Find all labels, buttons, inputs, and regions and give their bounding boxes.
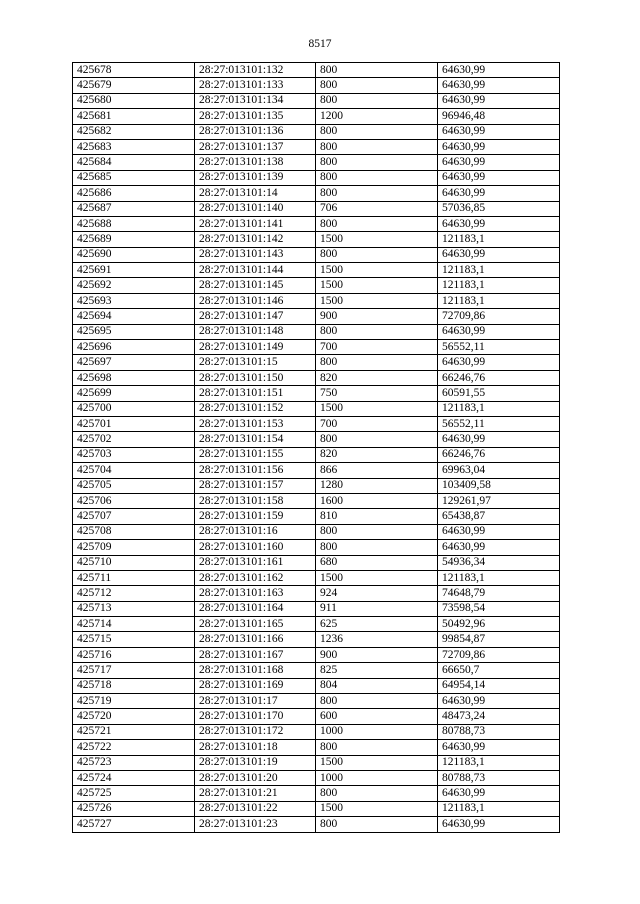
record-number-cell: 425679 [73,78,195,93]
area-cell: 825 [316,663,438,678]
table-row [73,786,560,801]
value-cell: 60591,55 [438,386,560,401]
area-cell: 911 [316,601,438,616]
cadastral-number-cell: 28:27:013101:141 [195,216,316,231]
record-number-cell: 425712 [73,586,195,601]
area-cell: 800 [316,124,438,139]
record-number-cell: 425684 [73,155,195,170]
area-cell: 866 [316,463,438,478]
area-cell: 800 [316,186,438,201]
cadastral-number-cell: 28:27:013101:152 [195,401,316,416]
table-row [73,324,560,339]
record-number-cell: 425695 [73,324,195,339]
area-cell: 800 [316,355,438,370]
cadastral-number-cell: 28:27:013101:157 [195,478,316,493]
value-cell: 54936,34 [438,555,560,570]
table-row [73,401,560,416]
table-row [73,201,560,216]
area-cell: 1200 [316,109,438,124]
cadastral-number-cell: 28:27:013101:17 [195,694,316,709]
cadastral-number-cell: 28:27:013101:19 [195,755,316,770]
record-number-cell: 425688 [73,216,195,231]
record-number-cell: 425687 [73,201,195,216]
record-number-cell: 425702 [73,432,195,447]
record-number-cell: 425727 [73,817,195,832]
area-cell: 800 [316,694,438,709]
value-cell: 72709,86 [438,309,560,324]
area-cell: 900 [316,309,438,324]
value-cell: 64630,99 [438,324,560,339]
record-number-cell: 425697 [73,355,195,370]
value-cell: 64630,99 [438,186,560,201]
record-number-cell: 425714 [73,617,195,632]
cadastral-number-cell: 28:27:013101:172 [195,724,316,739]
table-row [73,817,560,832]
cadastral-number-cell: 28:27:013101:160 [195,540,316,555]
table-row [73,509,560,524]
area-cell: 800 [316,216,438,231]
area-cell: 1600 [316,493,438,508]
area-cell: 680 [316,555,438,570]
table-row [73,694,560,709]
value-cell: 64630,99 [438,155,560,170]
record-number-cell: 425699 [73,386,195,401]
value-cell: 48473,24 [438,709,560,724]
cadastral-number-cell: 28:27:013101:145 [195,278,316,293]
table-row [73,801,560,816]
table-row [73,63,560,78]
cadastral-number-cell: 28:27:013101:21 [195,786,316,801]
cadastral-number-cell: 28:27:013101:156 [195,463,316,478]
record-number-cell: 425717 [73,663,195,678]
record-number-cell: 425719 [73,694,195,709]
cadastral-number-cell: 28:27:013101:132 [195,63,316,78]
record-number-cell: 425708 [73,524,195,539]
value-cell: 65438,87 [438,509,560,524]
value-cell: 121183,1 [438,293,560,308]
value-cell: 64630,99 [438,355,560,370]
value-cell: 64954,14 [438,678,560,693]
value-cell: 66246,76 [438,447,560,462]
cadastral-number-cell: 28:27:013101:135 [195,109,316,124]
table-row [73,186,560,201]
value-cell: 74648,79 [438,586,560,601]
area-cell: 1280 [316,478,438,493]
area-cell: 810 [316,509,438,524]
cadastral-number-cell: 28:27:013101:151 [195,386,316,401]
record-number-cell: 425680 [73,93,195,108]
area-cell: 1500 [316,755,438,770]
value-cell: 64630,99 [438,740,560,755]
value-cell: 57036,85 [438,201,560,216]
table-row [73,93,560,108]
cadastral-number-cell: 28:27:013101:137 [195,139,316,154]
table-row [73,555,560,570]
value-cell: 64630,99 [438,247,560,262]
value-cell: 64630,99 [438,540,560,555]
registry-table [72,62,560,833]
cadastral-number-cell: 28:27:013101:154 [195,432,316,447]
table-row [73,601,560,616]
table-row [73,416,560,431]
value-cell: 121183,1 [438,755,560,770]
cadastral-number-cell: 28:27:013101:168 [195,663,316,678]
table-row [73,570,560,585]
table-row [73,463,560,478]
record-number-cell: 425685 [73,170,195,185]
area-cell: 1500 [316,801,438,816]
area-cell: 1500 [316,401,438,416]
cadastral-number-cell: 28:27:013101:139 [195,170,316,185]
value-cell: 64630,99 [438,432,560,447]
page-number: 8517 [308,38,332,50]
cadastral-number-cell: 28:27:013101:149 [195,340,316,355]
area-cell: 1000 [316,770,438,785]
value-cell: 121183,1 [438,801,560,816]
value-cell: 64630,99 [438,786,560,801]
record-number-cell: 425709 [73,540,195,555]
value-cell: 73598,54 [438,601,560,616]
record-number-cell: 425682 [73,124,195,139]
table-row [73,170,560,185]
area-cell: 1000 [316,724,438,739]
area-cell: 820 [316,370,438,385]
record-number-cell: 425711 [73,570,195,585]
record-number-cell: 425683 [73,139,195,154]
record-number-cell: 425703 [73,447,195,462]
record-number-cell: 425707 [73,509,195,524]
area-cell: 800 [316,247,438,262]
table-row [73,278,560,293]
area-cell: 800 [316,740,438,755]
cadastral-number-cell: 28:27:013101:163 [195,586,316,601]
cadastral-number-cell: 28:27:013101:14 [195,186,316,201]
table-row [73,724,560,739]
value-cell: 80788,73 [438,724,560,739]
area-cell: 800 [316,817,438,832]
table-row [73,632,560,647]
record-number-cell: 425726 [73,801,195,816]
area-cell: 800 [316,170,438,185]
value-cell: 50492,96 [438,617,560,632]
value-cell: 64630,99 [438,694,560,709]
cadastral-number-cell: 28:27:013101:138 [195,155,316,170]
area-cell: 800 [316,155,438,170]
table-row [73,617,560,632]
table-row [73,740,560,755]
record-number-cell: 425704 [73,463,195,478]
record-number-cell: 425724 [73,770,195,785]
area-cell: 600 [316,709,438,724]
cadastral-number-cell: 28:27:013101:161 [195,555,316,570]
cadastral-number-cell: 28:27:013101:166 [195,632,316,647]
area-cell: 1500 [316,293,438,308]
record-number-cell: 425696 [73,340,195,355]
area-cell: 800 [316,324,438,339]
table-row [73,340,560,355]
record-number-cell: 425701 [73,416,195,431]
record-number-cell: 425692 [73,278,195,293]
area-cell: 804 [316,678,438,693]
cadastral-number-cell: 28:27:013101:155 [195,447,316,462]
area-cell: 700 [316,416,438,431]
area-cell: 800 [316,93,438,108]
record-number-cell: 425686 [73,186,195,201]
table-row [73,493,560,508]
cadastral-number-cell: 28:27:013101:143 [195,247,316,262]
record-number-cell: 425700 [73,401,195,416]
area-cell: 800 [316,78,438,93]
table-row [73,770,560,785]
value-cell: 66650,7 [438,663,560,678]
table-row [73,109,560,124]
value-cell: 64630,99 [438,524,560,539]
area-cell: 1500 [316,570,438,585]
cadastral-number-cell: 28:27:013101:165 [195,617,316,632]
value-cell: 96946,48 [438,109,560,124]
table-row [73,247,560,262]
value-cell: 103409,58 [438,478,560,493]
record-number-cell: 425715 [73,632,195,647]
value-cell: 121183,1 [438,401,560,416]
table-row [73,232,560,247]
cadastral-number-cell: 28:27:013101:140 [195,201,316,216]
value-cell: 64630,99 [438,216,560,231]
value-cell: 121183,1 [438,232,560,247]
cadastral-number-cell: 28:27:013101:146 [195,293,316,308]
value-cell: 80788,73 [438,770,560,785]
record-number-cell: 425710 [73,555,195,570]
record-number-cell: 425698 [73,370,195,385]
area-cell: 1500 [316,278,438,293]
value-cell: 72709,86 [438,647,560,662]
cadastral-number-cell: 28:27:013101:159 [195,509,316,524]
table-row [73,524,560,539]
area-cell: 900 [316,647,438,662]
record-number-cell: 425725 [73,786,195,801]
table-row [73,678,560,693]
record-number-cell: 425722 [73,740,195,755]
cadastral-number-cell: 28:27:013101:144 [195,263,316,278]
record-number-cell: 425690 [73,247,195,262]
value-cell: 69963,04 [438,463,560,478]
area-cell: 1236 [316,632,438,647]
area-cell: 800 [316,139,438,154]
area-cell: 625 [316,617,438,632]
record-number-cell: 425721 [73,724,195,739]
table-row [73,263,560,278]
table-row [73,647,560,662]
area-cell: 1500 [316,232,438,247]
record-number-cell: 425705 [73,478,195,493]
cadastral-number-cell: 28:27:013101:136 [195,124,316,139]
record-number-cell: 425720 [73,709,195,724]
area-cell: 800 [316,786,438,801]
value-cell: 64630,99 [438,124,560,139]
value-cell: 64630,99 [438,170,560,185]
table-row [73,78,560,93]
record-number-cell: 425713 [73,601,195,616]
cadastral-number-cell: 28:27:013101:170 [195,709,316,724]
table-row [73,663,560,678]
area-cell: 924 [316,586,438,601]
table-row [73,124,560,139]
value-cell: 121183,1 [438,278,560,293]
record-number-cell: 425691 [73,263,195,278]
cadastral-number-cell: 28:27:013101:15 [195,355,316,370]
cadastral-number-cell: 28:27:013101:133 [195,78,316,93]
table-row [73,586,560,601]
table-row [73,386,560,401]
cadastral-number-cell: 28:27:013101:147 [195,309,316,324]
table-row [73,540,560,555]
registry-table-body [73,63,560,833]
area-cell: 750 [316,386,438,401]
value-cell: 64630,99 [438,139,560,154]
value-cell: 66246,76 [438,370,560,385]
table-row [73,478,560,493]
value-cell: 56552,11 [438,416,560,431]
cadastral-number-cell: 28:27:013101:22 [195,801,316,816]
value-cell: 64630,99 [438,93,560,108]
table-row [73,447,560,462]
table-row [73,309,560,324]
value-cell: 56552,11 [438,340,560,355]
area-cell: 800 [316,540,438,555]
cadastral-number-cell: 28:27:013101:162 [195,570,316,585]
cadastral-number-cell: 28:27:013101:169 [195,678,316,693]
cadastral-number-cell: 28:27:013101:150 [195,370,316,385]
area-cell: 800 [316,63,438,78]
cadastral-number-cell: 28:27:013101:164 [195,601,316,616]
table-row [73,709,560,724]
value-cell: 64630,99 [438,63,560,78]
record-number-cell: 425706 [73,493,195,508]
record-number-cell: 425681 [73,109,195,124]
value-cell: 64630,99 [438,78,560,93]
value-cell: 129261,97 [438,493,560,508]
area-cell: 820 [316,447,438,462]
value-cell: 121183,1 [438,263,560,278]
cadastral-number-cell: 28:27:013101:158 [195,493,316,508]
record-number-cell: 425694 [73,309,195,324]
value-cell: 64630,99 [438,817,560,832]
cadastral-number-cell: 28:27:013101:20 [195,770,316,785]
area-cell: 800 [316,524,438,539]
record-number-cell: 425693 [73,293,195,308]
cadastral-number-cell: 28:27:013101:16 [195,524,316,539]
table-row [73,155,560,170]
record-number-cell: 425723 [73,755,195,770]
cadastral-number-cell: 28:27:013101:153 [195,416,316,431]
value-cell: 99854,87 [438,632,560,647]
cadastral-number-cell: 28:27:013101:18 [195,740,316,755]
record-number-cell: 425718 [73,678,195,693]
table-row [73,355,560,370]
record-number-cell: 425689 [73,232,195,247]
area-cell: 700 [316,340,438,355]
table-row [73,216,560,231]
table-row [73,139,560,154]
cadastral-number-cell: 28:27:013101:142 [195,232,316,247]
area-cell: 706 [316,201,438,216]
cadastral-number-cell: 28:27:013101:148 [195,324,316,339]
cadastral-number-cell: 28:27:013101:167 [195,647,316,662]
value-cell: 121183,1 [438,570,560,585]
area-cell: 800 [316,432,438,447]
table-row [73,432,560,447]
table-row [73,293,560,308]
cadastral-number-cell: 28:27:013101:134 [195,93,316,108]
record-number-cell: 425678 [73,63,195,78]
record-number-cell: 425716 [73,647,195,662]
table-row [73,370,560,385]
cadastral-number-cell: 28:27:013101:23 [195,817,316,832]
area-cell: 1500 [316,263,438,278]
table-row [73,755,560,770]
